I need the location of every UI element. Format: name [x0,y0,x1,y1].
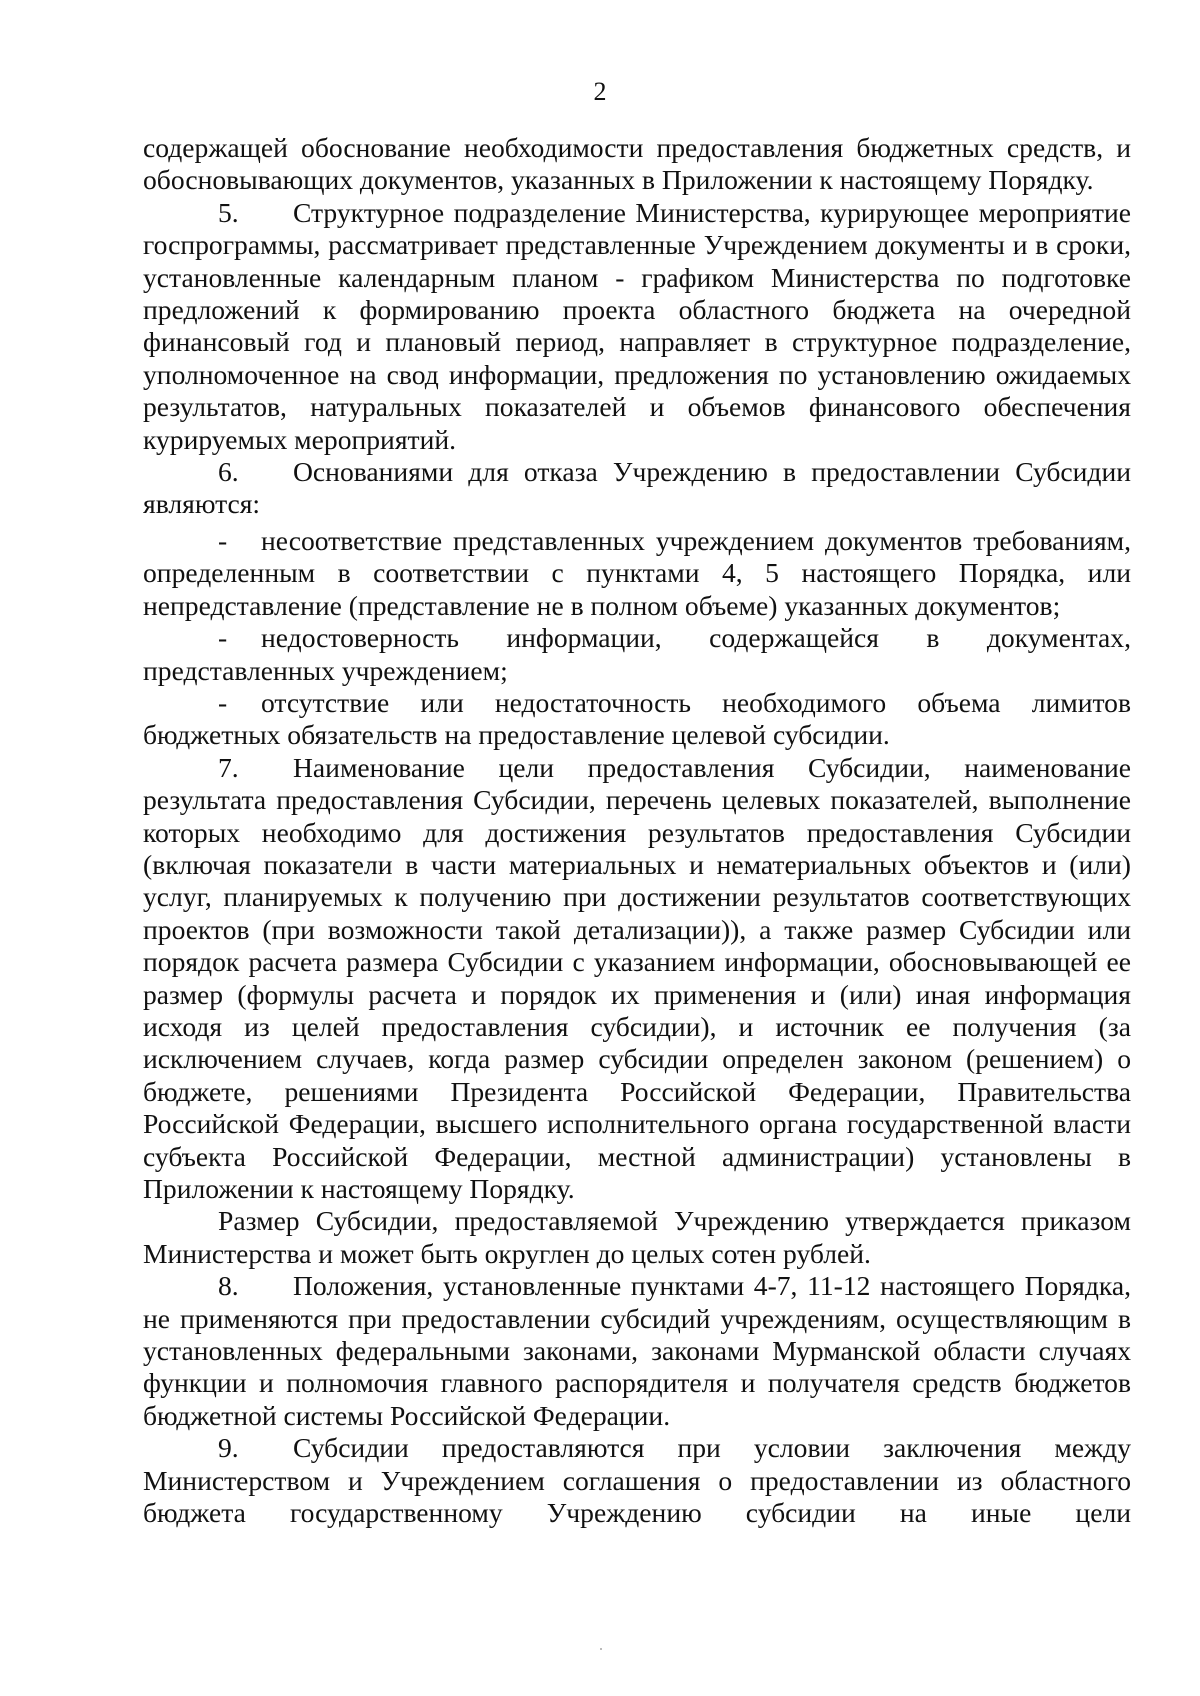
paragraph-continuation: содержащей обоснование необходимости предоставления бюджетных средств, и обосновывающих документов, указанных в Приложении к настоящему Порядку. [143,132,1131,196]
item-number: 5. [218,196,239,228]
paragraph-text: Субсидии предоставляются при условии заключения между Министерством и Учреждением соглашения о предоставлении из областного бюджета государственному Учреждению субсидии на иные цели [143,1432,1131,1529]
list-dash: - [218,622,228,654]
paragraph-8 [143,1270,1131,1432]
item-number: 6. [218,456,239,488]
list-item-6a [143,525,1131,622]
list-item-text: несоответствие представленных учреждением документов требованиям, определенным в соответствии с пунктами 4, 5 настоящего Порядка, или непредставление (представление не в полном объеме) указанных документов; [143,524,1131,621]
item-number: 7. [218,751,239,783]
paragraph-6 [143,456,1131,521]
list-item-6c [143,687,1131,752]
paragraph-text: Структурное подразделение Министерства, курирующее мероприятие госпрограммы, рассматривает представленные Учреждением документы и в сроки, установленные календарным планом - графиком Министерства по подготовке предложений к формированию проекта областного бюджета на очередной финансовый год и плановый период, направляет в структурное подразделение, уполномоченное на свод информации, предложения по установлению ожидаемых результатов, натуральных показателей и объемов финансового обеспечения курируемых мероприятий. [143,196,1131,455]
paragraph-7 [143,752,1131,1206]
paragraph-text: Основаниями для отказа Учреждению в предоставлении Субсидии являются: [143,456,1131,520]
list-item-text: отсутствие или недостаточность необходимого объема лимитов бюджетных обязательств на предоставление целевой субсидии. [143,686,1131,751]
list-item-text: недостоверность информации, содержащейся в документах, представленных учреждением; [143,622,1131,686]
paragraph-text: Положения, установленные пунктами 4-7, 11-12 настоящего Порядка, не применяются при предоставлении субсидий учреждениям, осуществляющим в установленных федеральными законами, законами Мурманской области случаях функции и полномочия главного распорядителя и получателя средств бюджетов бюджетной системы Российской Федерации. [143,1270,1131,1431]
list-dash: - [218,524,228,556]
paragraph-9 [143,1432,1131,1529]
item-number: 9. [218,1432,239,1464]
paragraph-7-continued: Размер Субсидии, предоставляемой Учреждению утверждается приказом Министерства и может быть округлен до целых сотен рублей. [143,1205,1131,1269]
document-body [143,132,1131,1529]
scan-speck [600,1648,602,1650]
page-number: 2 [593,77,607,106]
list-dash: - [218,686,228,718]
list-item-6b [143,622,1131,687]
paragraph-text: Наименование цели предоставления Субсидии, наименование результата предоставления Субсидии, перечень целевых показателей, выполнение которых необходимо для достижения результатов предоставления Субсидии (включая показатели в части материальных и нематериальных объектов и (или) услуг, планируемых к получению при достижении результатов соответствующих проектов (при возможности такой детализации)), а также размер Субсидии или порядок расчета размера Субсидии с указанием информации, обосновывающей ее размер (формулы расчета и порядок их применения и (или) иная информация исходя из целей предоставления субсидии), и источник ее получения (за исключением случаев, когда размер субсидии определен законом (решением) о бюджете, решениями Президента Российской Федерации, Правительства Российской Федерации, высшего исполнительного органа государственной власти субъекта Российской Федерации, местной администрации) установлены в Приложении к настоящему Порядку. [143,751,1131,1204]
paragraph-5 [143,197,1131,456]
item-number: 8. [218,1270,239,1302]
